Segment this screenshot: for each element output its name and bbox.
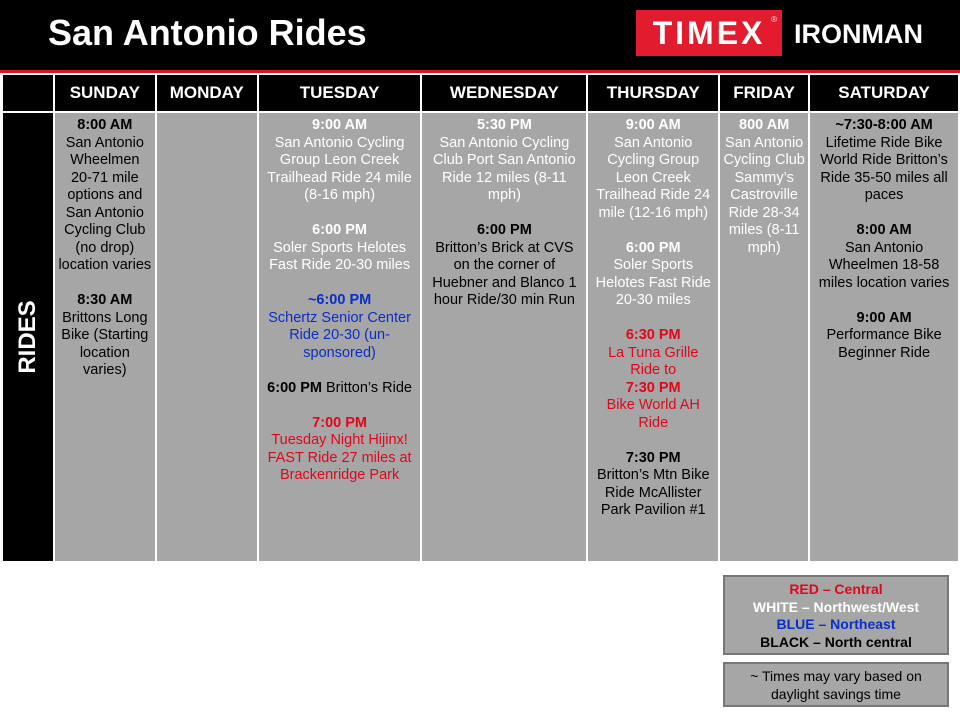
ride-entry [58,117,152,275]
ride-entry [591,327,715,432]
ride-entry [591,240,715,310]
cell-saturday [809,112,959,562]
table-corner [2,74,54,112]
times-note: ~ Times may vary based on daylight savings time [723,662,949,707]
page-title: San Antonio Rides [48,12,367,53]
ride-description: Soler Sports Helotes Fast Ride 20-30 miles [595,257,711,308]
cell-friday [719,112,809,562]
ride-time: 9:00 AM [625,117,681,133]
ride-description: Tuesday Night Hijinx! FAST Ride 27 miles at Brackenridge Park [267,432,412,483]
ride-time: 8:00 AM [77,117,133,133]
ride-entry [58,292,152,380]
ride-time: 6:00 PM [312,222,367,238]
ride-description: Britton’s Brick at CVS on the corner of Huebner and Blanco 1 hour Ride/30 min Run [432,239,577,308]
ride-time-second: 7:30 PM [625,379,681,396]
cell-tuesday [258,112,422,562]
rides-side-label [2,112,54,562]
ride-entry [813,310,955,363]
ride-entry [425,222,583,310]
ride-description: Lifetime Ride Bike World Ride Britton’s Ride 35-50 miles all paces [820,134,948,203]
ride-entry [262,292,418,362]
timex-logo: TIMEX ® [636,10,782,56]
ride-description-second: Bike World AH Ride [606,397,700,431]
ride-time: 9:00 AM [312,117,368,133]
ride-time: 6:00 PM [625,239,681,256]
ride-description: La Tuna Grille Ride to [608,344,699,378]
ride-time: ~6:00 PM [307,292,372,308]
header-saturday: SATURDAY [809,74,959,112]
ride-description: Brittons Long Bike (Starting location varies) [61,309,149,378]
ride-description: San Antonio Cycling Group Leon Creek Trailhead Ride 24 mile (12-16 mph) [596,134,711,221]
cell-thursday [587,112,719,562]
ride-time: 9:00 AM [856,309,912,326]
ride-entry [591,117,715,222]
ride-entry [813,222,955,292]
ride-entry [591,450,715,520]
ride-entry [262,117,418,205]
ride-description: Schertz Senior Center Ride 20-30 (un-sponsored) [268,309,411,361]
ride-description: Performance Bike Beginner Ride [826,327,942,361]
ride-time: 6:30 PM [625,327,681,343]
ride-entry [813,117,955,205]
schedule-table [1,73,960,563]
ride-time: 7:30 PM [625,449,681,466]
ride-description: San Antonio Cycling Club Sammy’s Castroville Ride 28-34 miles (8-11 mph) [723,134,805,256]
cell-monday [156,112,258,562]
ride-description: San Antonio Cycling Group Leon Creek Trailhead Ride 24 mile (8-16 mph) [267,134,412,203]
header-monday: MONDAY [156,74,258,112]
ride-entry [262,415,418,485]
ride-description: Soler Sports Helotes Fast Ride 20-30 miles [269,239,411,273]
header-thursday: THURSDAY [587,74,719,112]
rides-label: RIDES [13,300,41,374]
ride-time: 5:30 PM [476,117,532,133]
ironman-logo: IRONMAN [794,18,923,49]
ride-description: Britton’s Ride [326,379,412,396]
ride-entry [262,222,418,275]
ride-entry [262,380,418,398]
timex-logo-text: TIMEX [652,14,766,51]
ride-time: 8:30 AM [77,292,133,308]
ride-time: 8:00 AM [856,222,912,238]
header-wednesday: WEDNESDAY [421,74,587,112]
header-tuesday: TUESDAY [258,74,422,112]
ride-time: 6:00 PM [267,379,322,396]
color-legend [723,575,949,655]
ride-time: 800 AM [739,117,790,133]
ride-time: ~7:30-8:00 AM [835,117,933,133]
legend-white: WHITE – Northwest/West [752,598,920,615]
legend-blue: BLUE – Northeast [776,616,896,632]
cell-wednesday [421,112,587,562]
ride-description: San Antonio Wheelmen 18-58 miles location varies [818,239,950,291]
header-sunday: SUNDAY [54,74,156,112]
ride-entry [425,117,583,205]
legend-red: RED – Central [789,581,883,597]
cell-sunday [54,112,156,562]
header-friday: FRIDAY [719,74,809,112]
ride-description: San Antonio Cycling Club Port San Antonio Ride 12 miles (8-11 mph) [433,134,576,203]
ride-time: 6:00 PM [476,222,532,238]
ride-time: 7:00 PM [312,414,367,431]
header-bar [0,0,960,70]
ride-entry [723,117,805,257]
ride-description: Britton’s Mtn Bike Ride McAllister Park Pavilion #1 [596,467,710,518]
legend-black: BLACK – North central [760,633,912,650]
ride-description: San Antonio Wheelmen 20-71 mile options and San Antonio Cycling Club (no drop) location varies [58,134,152,273]
